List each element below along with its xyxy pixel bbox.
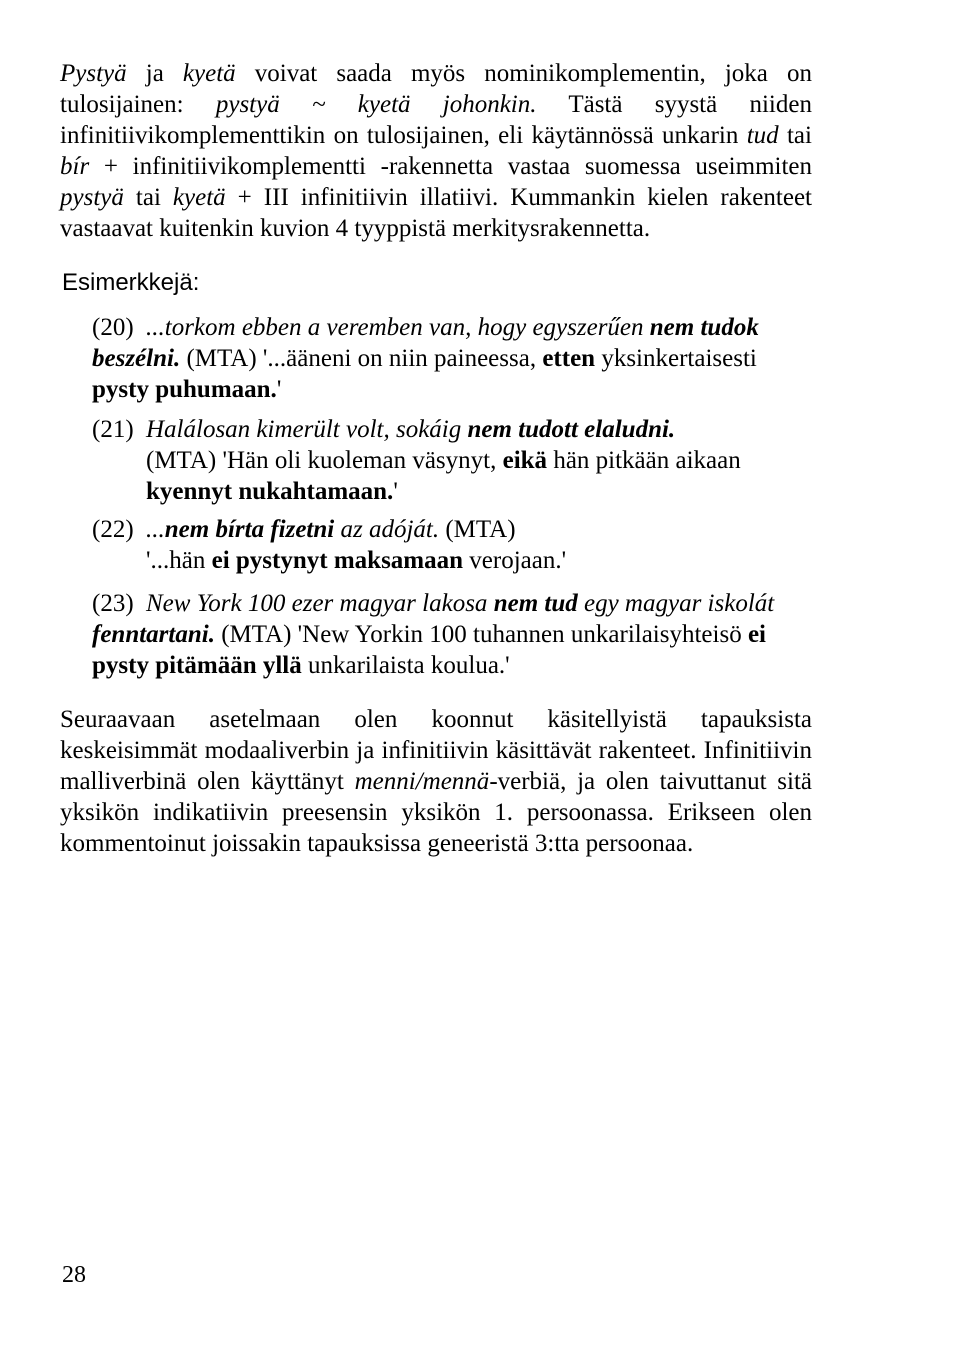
examples-label: Esimerkkejä: <box>62 269 200 296</box>
example-22: (22) ...nem bírta fizetni az adóját. (MTA) '...hän ei pystynyt maksamaan verojaan.' <box>92 516 567 574</box>
example-21: (21) Halálosan kimerült volt, sokáig nem tudott elaludni. (MTA) 'Hän oli kuoleman väsynyt, eikä hän pitkään aikaan kyennyt nukahtamaan.' <box>92 416 741 505</box>
paragraph-intro: Pystyä ja kyetä voivat saada myös nominikomplementin, joka on tulosijainen: pystyä ~ kyetä johonkin. Tästä syystä niiden infinitiivikomplementtikin on tulosijainen, eli käytännössä unkarin tud tai bír + infinitiivikomplementti -rakennetta vastaa suomessa useimmiten pystyä tai kyetä + III infinitiivin illatiivi. Kummankin kielen rakenteet vastaavat kuitenkin kuvion 4 tyyppistä merkitysrakennetta. <box>60 60 813 242</box>
example-number: (21) <box>92 416 134 443</box>
paragraph-summary: Seuraavaan asetelmaan olen koonnut käsitellyistä tapauksista keskeisimmät modaaliverbin ja infinitiivin käsittävät rakenteet. Infinitiivin malliverbinä olen käyttänyt menni/mennä-verbiä, ja olen taivuttanut sitä yksikön indikatiivin preesensin yksikön 1. persoonassa. Erikseen olen kommentoinut joissakin tapauksissa geneeristä 3:tta persoonaa. <box>60 706 812 857</box>
example-23: (23) New York 100 ezer magyar lakosa nem tud egy magyar iskolát fenntartani. (MTA) 'New Yorkin 100 tuhannen unkarilaisyhteisö ei pysty pitämään yllä unkarilaista koulua.' <box>92 590 775 679</box>
example-20: (20) ...torkom ebben a veremben van, hogy egyszerűen nem tudok beszélni. (MTA) '...ääneni on niin paineessa, etten yksinkertaisesti pysty puhumaan.' <box>92 314 759 403</box>
example-number: (22) <box>92 516 134 543</box>
page-number: 28 <box>62 1262 86 1288</box>
example-number: (23) <box>92 590 134 617</box>
example-number: (20) <box>92 314 134 341</box>
